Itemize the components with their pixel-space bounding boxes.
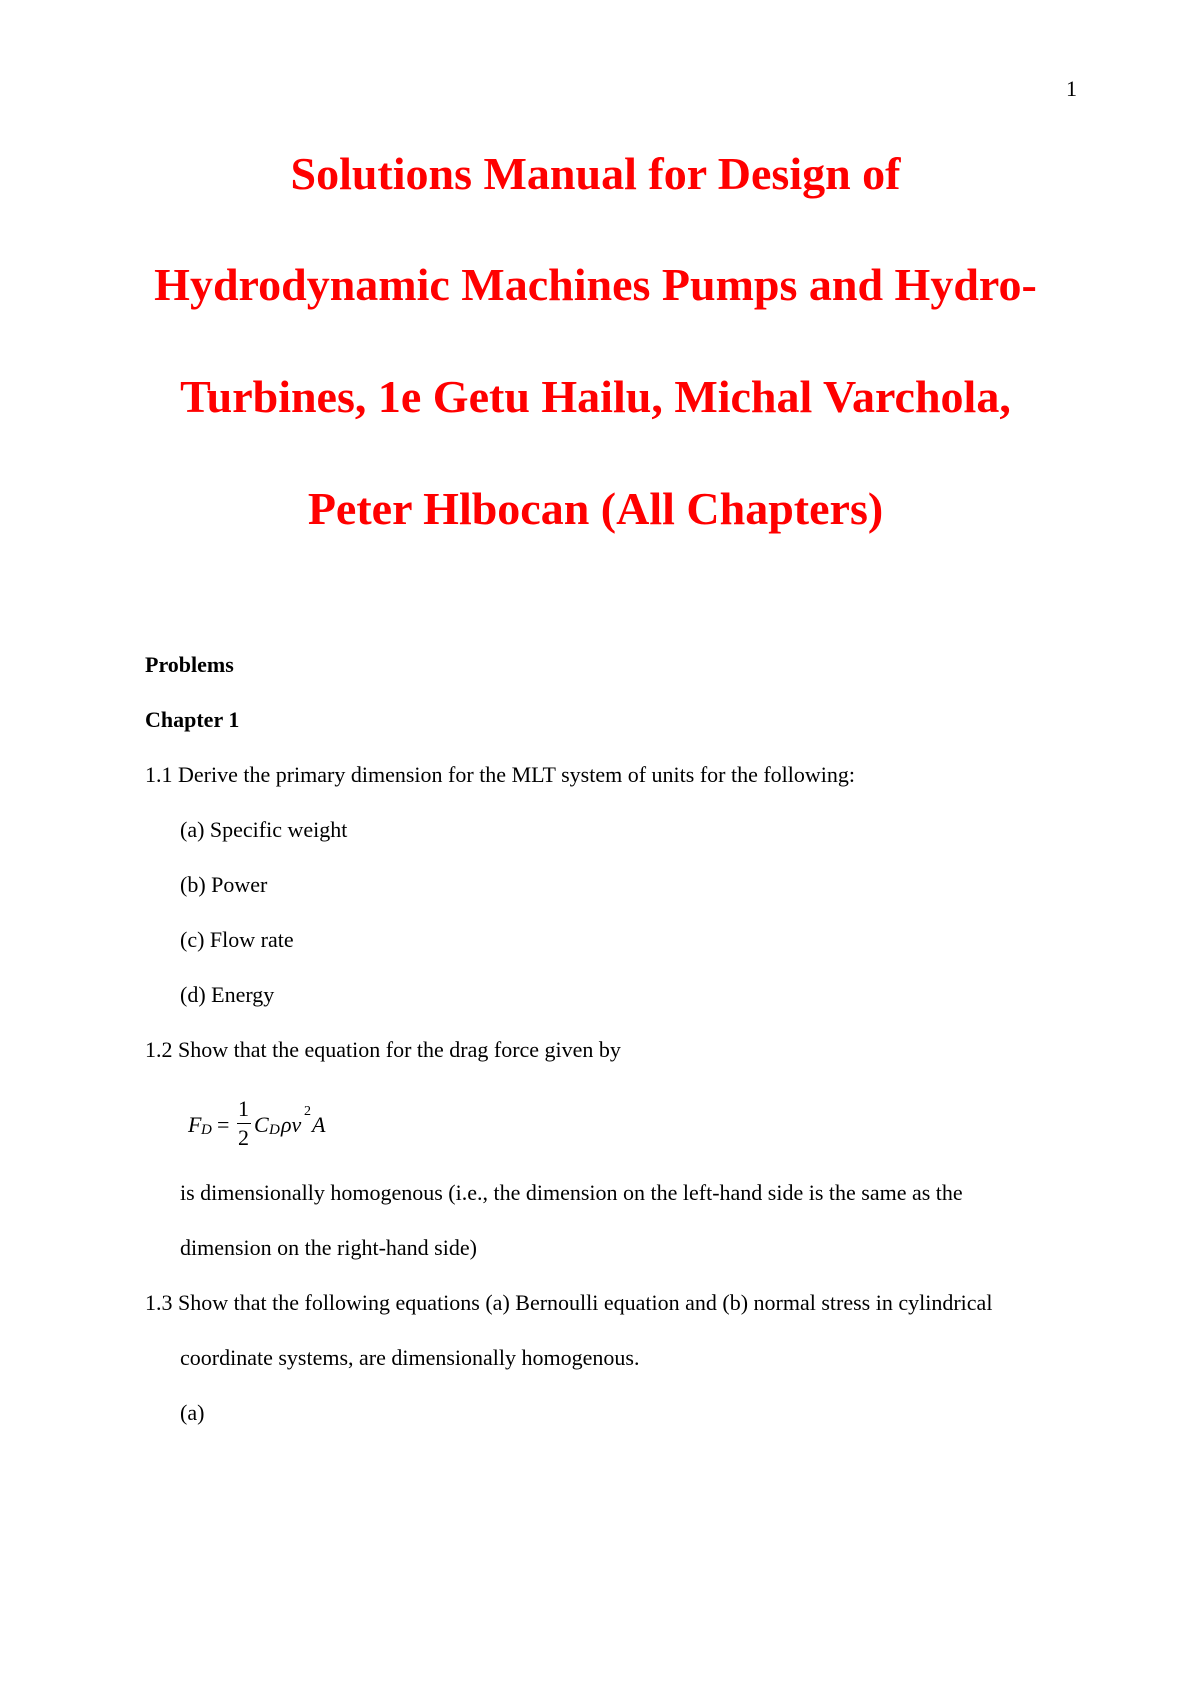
title-line-3: Turbines, 1e Getu Hailu, Michal Varchola, (180, 371, 1011, 422)
eq-numerator: 1 (238, 1096, 249, 1121)
eq-coefficient: C (254, 1112, 269, 1137)
eq-area: A (312, 1112, 326, 1137)
title-line-2: Hydrodynamic Machines Pumps and Hydro- (154, 259, 1037, 310)
drag-force-equation (188, 1094, 348, 1154)
eq-fraction-bar (237, 1123, 251, 1124)
problem-1-2-continuation-2: dimension on the right-hand side) (180, 1235, 477, 1260)
eq-exponent: 2 (304, 1104, 311, 1119)
page-number: 1 (1066, 76, 1077, 101)
title-line-4: Peter Hlbocan (All Chapters) (307, 483, 884, 534)
chapter-heading: Chapter 1 (145, 707, 240, 732)
eq-denominator: 2 (238, 1125, 249, 1150)
problem-1-1-item-b: (b) Power (180, 872, 268, 897)
eq-rho-v: ρv (281, 1112, 302, 1137)
eq-lhs-sub: D (201, 1122, 212, 1138)
problem-1-1-item-c: (c) Flow rate (180, 927, 294, 952)
problem-1-1-item-d: (d) Energy (180, 982, 275, 1007)
eq-equals: = (217, 1112, 230, 1137)
section-heading: Problems (145, 652, 234, 677)
problem-1-1-item-a: (a) Specific weight (180, 817, 348, 842)
title-line-1: Solutions Manual for Design of (290, 148, 901, 199)
problem-1-2-continuation-1: is dimensionally homogenous (i.e., the dimension on the left-hand side is the same as the (180, 1180, 963, 1205)
problem-1-2-text: 1.2 Show that the equation for the drag force given by (145, 1037, 621, 1062)
problem-1-3-continuation: coordinate systems, are dimensionally homogenous. (180, 1345, 640, 1370)
eq-coefficient-sub: D (269, 1122, 280, 1138)
problem-1-3-text: 1.3 Show that the following equations (a) Bernoulli equation and (b) normal stress in cylindrical (145, 1290, 993, 1315)
eq-lhs: F (188, 1112, 202, 1137)
problem-1-1-text: 1.1 Derive the primary dimension for the MLT system of units for the following: (145, 762, 856, 787)
problem-1-3-item-a: (a) (180, 1400, 205, 1425)
